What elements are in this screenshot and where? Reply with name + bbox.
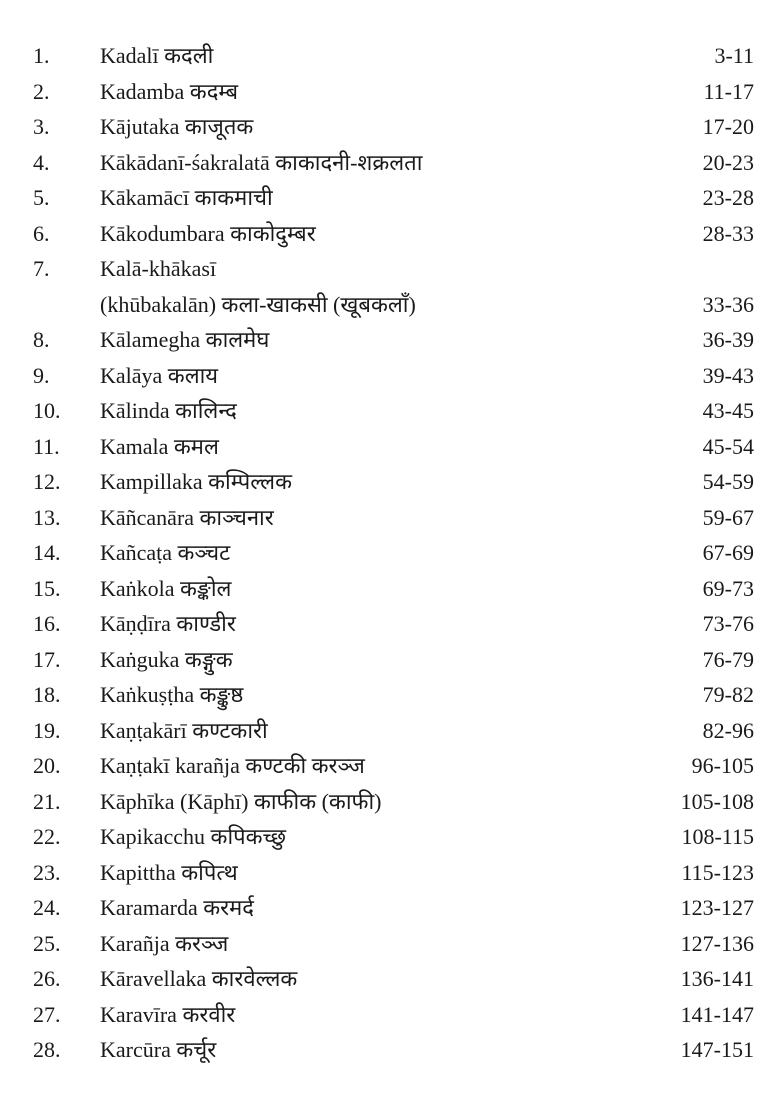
entry-pages: 69-73 (702, 575, 754, 601)
entry-title: Kāphīka (Kāphī) काफीक (काफी) (100, 788, 382, 814)
entry-number: 22. (33, 824, 61, 849)
entry-title: Kālamegha कालमेघ (100, 327, 270, 352)
toc-entry (0, 500, 780, 536)
entry-title-continued: (khūbakalān) कला-खाकसी (खूबकलाँ) (100, 291, 416, 317)
entry-pages: 82-96 (702, 717, 754, 743)
entry-pages: 11-17 (703, 78, 754, 104)
toc-entry (0, 606, 780, 642)
entry-title: Kāravellaka कारवेल्लक (100, 966, 298, 991)
entry-pages: 23-28 (702, 185, 754, 210)
entry-pages: 45-54 (702, 433, 754, 459)
toc-entry (0, 997, 780, 1033)
entry-title: Kalā-khākasī (100, 256, 217, 281)
table-of-contents (0, 38, 780, 1068)
entry-title: Kaṇṭakī karañja कण्टकी करञ्ज (100, 753, 365, 778)
entry-title: Kadalī कदली (100, 43, 214, 68)
toc-entry-continuation (0, 287, 780, 323)
toc-entry (0, 1032, 780, 1068)
entry-pages: 33-36 (702, 291, 754, 317)
entry-title: Kaṅkola कङ्कोल (100, 575, 232, 601)
entry-number: 14. (33, 540, 61, 565)
entry-pages: 127-136 (680, 930, 754, 956)
entry-number: 12. (33, 469, 61, 494)
entry-title: Kākamācī काकमाची (100, 185, 273, 210)
entry-number: 8. (33, 327, 50, 352)
entry-pages: 73-76 (702, 611, 754, 636)
toc-entry (0, 713, 780, 749)
entry-number: 13. (33, 504, 61, 530)
entry-pages: 141-147 (680, 1001, 754, 1027)
entry-title: Kālinda कालिन्द (100, 398, 237, 423)
entry-pages: 136-141 (680, 966, 754, 991)
toc-entry (0, 180, 780, 216)
entry-pages: 54-59 (702, 469, 754, 494)
entry-pages: 67-69 (702, 540, 754, 565)
toc-entry (0, 961, 780, 997)
entry-pages: 79-82 (702, 682, 754, 707)
entry-number: 5. (33, 185, 50, 210)
entry-number: 25. (33, 930, 61, 956)
entry-number: 15. (33, 575, 61, 601)
entry-pages: 108-115 (681, 824, 754, 849)
entry-number: 27. (33, 1001, 61, 1027)
entry-number: 9. (33, 362, 50, 388)
entry-title: Kapittha कपित्थ (100, 859, 238, 885)
toc-entry (0, 38, 780, 74)
toc-entry (0, 926, 780, 962)
toc-entry (0, 748, 780, 784)
entry-title: Kapikacchu कपिकच्छु (100, 824, 287, 849)
entry-title: Karcūra कर्चूर (100, 1037, 217, 1062)
entry-pages: 39-43 (702, 362, 754, 388)
entry-title: Kākodumbara काकोदुम्बर (100, 220, 316, 246)
toc-entry (0, 890, 780, 926)
toc-entry (0, 855, 780, 891)
entry-title: Kāṇḍīra काण्डीर (100, 611, 236, 636)
toc-entry (0, 145, 780, 181)
entry-number: 21. (33, 788, 61, 814)
toc-entry (0, 571, 780, 607)
toc-entry (0, 322, 780, 358)
entry-title: Kaṅkuṣṭha कङ्कुष्ठ (100, 682, 244, 707)
entry-title: Kāñcanāra काञ्चनार (100, 504, 274, 530)
toc-entry (0, 109, 780, 145)
entry-pages: 76-79 (702, 646, 754, 672)
entry-pages: 105-108 (680, 788, 754, 814)
entry-title: Karamarda करमर्द (100, 895, 254, 920)
entry-title: Karavīra करवीर (100, 1001, 236, 1027)
entry-title: Kaṇṭakārī कण्टकारी (100, 717, 268, 743)
entry-number: 19. (33, 717, 61, 743)
toc-entry (0, 464, 780, 500)
entry-title: Karañja करञ्ज (100, 930, 229, 956)
entry-pages: 28-33 (702, 220, 754, 246)
entry-pages: 96-105 (691, 753, 754, 778)
entry-number: 10. (33, 398, 61, 423)
entry-number: 28. (33, 1037, 61, 1062)
entry-pages: 20-23 (702, 149, 754, 175)
toc-entry (0, 535, 780, 571)
entry-number: 24. (33, 895, 61, 920)
entry-title: Kamala कमल (100, 433, 219, 459)
entry-number: 23. (33, 859, 61, 885)
entry-title: Kañcaṭa कञ्चट (100, 540, 231, 565)
entry-number: 2. (33, 78, 50, 104)
toc-entry (0, 393, 780, 429)
entry-pages: 59-67 (702, 504, 754, 530)
entry-number: 6. (33, 220, 50, 246)
toc-entry (0, 251, 780, 287)
entry-number: 18. (33, 682, 61, 707)
toc-entry (0, 216, 780, 252)
entry-title: Kalāya कलाय (100, 362, 219, 388)
entry-pages: 3-11 (714, 43, 754, 68)
entry-number: 11. (33, 433, 60, 459)
entry-pages: 43-45 (702, 398, 754, 423)
entry-pages: 147-151 (680, 1037, 754, 1062)
toc-entry (0, 819, 780, 855)
entry-pages: 123-127 (680, 895, 754, 920)
entry-title: Kaṅguka कङ्गुक (100, 646, 233, 672)
entry-number: 1. (33, 43, 50, 68)
entry-title: Kadamba कदम्ब (100, 78, 239, 104)
toc-entry (0, 784, 780, 820)
toc-entry (0, 642, 780, 678)
toc-entry (0, 677, 780, 713)
entry-title: Kākādanī-śakralatā काकादनी-शक्रलता (100, 149, 423, 175)
entry-number: 26. (33, 966, 61, 991)
entry-number: 16. (33, 611, 61, 636)
toc-entry (0, 74, 780, 110)
toc-entry (0, 429, 780, 465)
entry-pages: 115-123 (681, 859, 754, 885)
entry-number: 7. (33, 256, 50, 281)
entry-number: 3. (33, 114, 50, 139)
entry-number: 20. (33, 753, 61, 778)
entry-title: Kājutaka काजूतक (100, 114, 254, 139)
entry-number: 4. (33, 149, 50, 175)
entry-title: Kampillaka कम्पिल्लक (100, 469, 292, 494)
entry-pages: 17-20 (702, 114, 754, 139)
toc-entry (0, 358, 780, 394)
entry-pages: 36-39 (702, 327, 754, 352)
entry-number: 17. (33, 646, 61, 672)
